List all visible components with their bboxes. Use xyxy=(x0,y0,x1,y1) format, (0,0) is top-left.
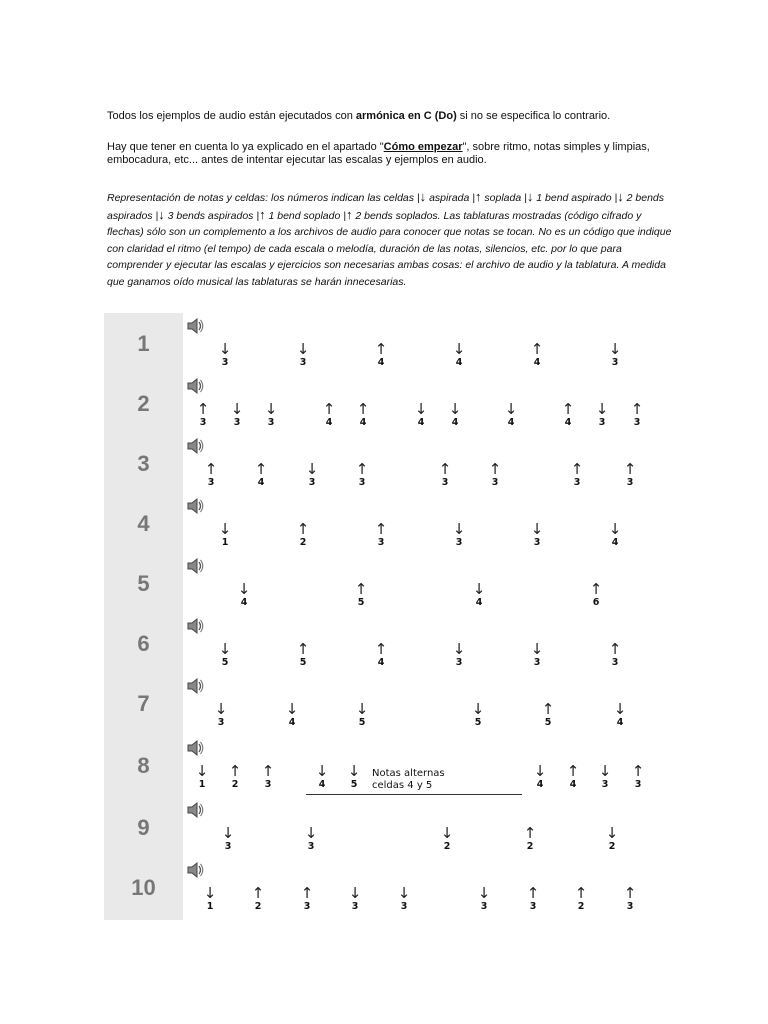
cell-number: 3 xyxy=(598,417,606,428)
draw-arrow-icon: ↓ xyxy=(471,700,485,718)
tab-note xyxy=(293,642,313,668)
blow-arrow-icon: ↑ xyxy=(523,824,537,842)
blow-bend1-arrow-icon: ↑ xyxy=(259,206,266,222)
tab-note xyxy=(200,886,220,912)
cell-number: 3 xyxy=(358,477,366,488)
cell-number: 4 xyxy=(240,597,248,608)
tab-note xyxy=(352,702,372,728)
tab-note xyxy=(468,702,488,728)
bend-arrow-icon: ↓ xyxy=(296,340,310,358)
legend-text: 1 bend aspirado | xyxy=(533,192,618,204)
cell-number: 3 xyxy=(267,417,275,428)
draw-arrow-icon: ↓ xyxy=(218,340,232,358)
blow-arrow-icon: ↑ xyxy=(356,400,370,418)
exercise-number: 5 xyxy=(137,571,150,596)
cell-number: 3 xyxy=(455,657,463,668)
tab-note xyxy=(201,462,221,488)
blow-arrow-icon: ↑ xyxy=(296,640,310,658)
draw-arrow-icon: ↓ xyxy=(347,762,361,780)
audio-speaker-icon[interactable] xyxy=(185,677,205,695)
draw-arrow-icon: ↓ xyxy=(530,520,544,538)
cell-number: 2 xyxy=(608,841,616,852)
exercise-number: 7 xyxy=(137,691,150,716)
draw-arrow-icon: ↓ xyxy=(598,762,612,780)
draw-arrow-icon: ↓ xyxy=(608,520,622,538)
tab-note xyxy=(527,642,547,668)
draw-arrow-icon: ↓ xyxy=(305,460,319,478)
cell-number: 4 xyxy=(616,717,624,728)
intro-text: Todos los ejemplos de audio están ejecutados con xyxy=(107,110,356,122)
draw-arrow-icon: ↓ xyxy=(504,400,518,418)
blow-arrow-icon: ↑ xyxy=(608,640,622,658)
tab-note xyxy=(215,522,235,548)
cell-number: 4 xyxy=(318,779,326,790)
cell-number: 3 xyxy=(634,779,642,790)
tab-note xyxy=(586,582,606,608)
cell-number: 3 xyxy=(480,901,488,912)
cell-number: 4 xyxy=(533,357,541,368)
cell-number: 4 xyxy=(507,417,515,428)
cell-number: 3 xyxy=(207,477,215,488)
audio-speaker-icon[interactable] xyxy=(185,617,205,635)
cell-number: 3 xyxy=(308,477,316,488)
tab-note xyxy=(312,764,332,790)
cell-number: 3 xyxy=(611,357,619,368)
cell-number: 3 xyxy=(377,537,385,548)
cell-number: 2 xyxy=(254,901,262,912)
annotation-line: celdas 4 y 5 xyxy=(372,780,433,791)
blow-arrow-icon: ↑ xyxy=(374,640,388,658)
draw-arrow-icon: ↓ xyxy=(533,762,547,780)
cell-number: 1 xyxy=(221,537,229,548)
cell-number: 5 xyxy=(299,657,307,668)
draw-arrow-icon: ↓ xyxy=(605,824,619,842)
tab-note xyxy=(352,462,372,488)
exercise-number: 4 xyxy=(137,511,150,536)
blow-arrow-icon: ↑ xyxy=(355,460,369,478)
bend-arrow-icon: ↓ xyxy=(452,520,466,538)
blow-arrow-icon: ↑ xyxy=(566,762,580,780)
cell-number: 3 xyxy=(264,779,272,790)
tab-note xyxy=(437,826,457,852)
blow-arrow-icon: ↑ xyxy=(322,400,336,418)
bend3-arrow-icon: ↓ xyxy=(158,206,165,222)
como-empezar-link[interactable]: Cómo empezar xyxy=(383,141,463,153)
exercise-number: 9 xyxy=(137,815,150,840)
cell-number: 4 xyxy=(257,477,265,488)
cell-number: 4 xyxy=(611,537,619,548)
draw-arrow-icon: ↓ xyxy=(419,189,427,204)
cell-number: 4 xyxy=(569,779,577,790)
draw-arrow-icon: ↓ xyxy=(214,700,228,718)
cell-number: 3 xyxy=(455,537,463,548)
tab-note xyxy=(225,764,245,790)
cell-number: 2 xyxy=(443,841,451,852)
tab-note xyxy=(449,342,469,368)
exercise-number: 8 xyxy=(137,753,150,778)
tab-note xyxy=(353,402,373,428)
blow-arrow-icon: ↑ xyxy=(204,460,218,478)
tab-note xyxy=(610,702,630,728)
cell-number: 4 xyxy=(536,779,544,790)
draw-arrow-icon: ↓ xyxy=(285,700,299,718)
legend-text: 3 bends aspirados | xyxy=(164,209,260,222)
blow-arrow-icon: ↑ xyxy=(300,884,314,902)
tab-note xyxy=(445,402,465,428)
cell-number: 4 xyxy=(417,417,425,428)
tab-note xyxy=(530,764,550,790)
draw-arrow-icon: ↓ xyxy=(397,884,411,902)
cell-number: 3 xyxy=(217,717,225,728)
bend2-arrow-icon: ↓ xyxy=(617,189,624,204)
legend-text: 1 bend soplado | xyxy=(265,209,346,222)
tab-note xyxy=(620,462,640,488)
tab-note xyxy=(620,886,640,912)
blow-bend2-arrow-icon: ↑ xyxy=(345,206,353,222)
tab-note xyxy=(192,764,212,790)
blow-arrow-icon: ↑ xyxy=(530,340,544,358)
draw-arrow-icon: ↓ xyxy=(613,700,627,718)
tab-note xyxy=(602,826,622,852)
cell-number: 3 xyxy=(299,357,307,368)
exercise-number: 6 xyxy=(137,631,150,656)
cell-number: 5 xyxy=(357,597,365,608)
cell-number: 2 xyxy=(526,841,534,852)
bend-arrow-icon: ↓ xyxy=(221,824,235,842)
audio-speaker-icon[interactable] xyxy=(185,317,205,335)
tab-note xyxy=(248,886,268,912)
tab-note xyxy=(301,826,321,852)
tab-note xyxy=(293,342,313,368)
blow-arrow-icon: ↑ xyxy=(354,580,368,598)
tab-note xyxy=(449,522,469,548)
tab-note xyxy=(345,886,365,912)
blow-arrow-icon: ↑ xyxy=(296,520,310,538)
tab-note xyxy=(371,342,391,368)
legend-text: 2 bends soplados. Las tablaturas mostradas (código cifrado y flechas) sólo son un complemento a los archivos de audio para conocer que notas se tocan. No es un código que indique con claridad el ritmo (el tempo) de cada escala o melodía, duración de las notas, silencios, etc. por lo que para comprender y ejecutar las escalas y ejercicios son necesarias ambas cosas: el archivo de audio y la tablatura. A medida que ganamos oído musical las tablaturas se harán innecesarias. xyxy=(107,209,672,288)
tab-note xyxy=(435,462,455,488)
tab-note xyxy=(394,886,414,912)
cell-number: 3 xyxy=(626,901,634,912)
bend-arrow-icon: ↓ xyxy=(608,340,622,358)
legend-text: aspirada | xyxy=(426,192,475,204)
bend-arrow-icon: ↓ xyxy=(448,400,462,418)
draw-arrow-icon: ↓ xyxy=(230,400,244,418)
cell-number: 3 xyxy=(529,901,537,912)
blow-arrow-icon: ↑ xyxy=(374,520,388,538)
cell-number: 6 xyxy=(592,597,600,608)
exercise-number: 10 xyxy=(131,875,156,900)
blow-arrow-icon: ↑ xyxy=(623,884,637,902)
blow-arrow-icon: ↑ xyxy=(254,460,268,478)
cell-number: 1 xyxy=(206,901,214,912)
tab-note xyxy=(605,522,625,548)
cell-number: 3 xyxy=(533,657,541,668)
cell-number: 3 xyxy=(601,779,609,790)
tab-note xyxy=(520,826,540,852)
draw-arrow-icon: ↓ xyxy=(472,580,486,598)
cell-number: 2 xyxy=(577,901,585,912)
tab-note xyxy=(302,462,322,488)
draw-arrow-icon: ↓ xyxy=(530,640,544,658)
cell-number: 3 xyxy=(491,477,499,488)
blow-arrow-icon: ↑ xyxy=(631,762,645,780)
tab-note xyxy=(251,462,271,488)
intro-paragraph-1 xyxy=(107,110,667,123)
draw-arrow-icon: ↓ xyxy=(264,400,278,418)
cell-number: 2 xyxy=(299,537,307,548)
cell-number: 3 xyxy=(441,477,449,488)
exercise-number: 2 xyxy=(137,391,150,416)
audio-speaker-icon[interactable] xyxy=(185,377,205,395)
audio-speaker-icon[interactable] xyxy=(185,557,205,575)
annotation-line: Notas alternas xyxy=(372,768,445,779)
cell-number: 3 xyxy=(633,417,641,428)
audio-speaker-icon[interactable] xyxy=(185,437,205,455)
bend-arrow-icon: ↓ xyxy=(452,640,466,658)
draw-arrow-icon: ↓ xyxy=(440,824,454,842)
tab-note xyxy=(215,642,235,668)
blow-arrow-icon: ↑ xyxy=(570,460,584,478)
tab-note xyxy=(527,522,547,548)
audio-speaker-icon[interactable] xyxy=(185,801,205,819)
cell-number: 2 xyxy=(231,779,239,790)
cell-number: 4 xyxy=(455,357,463,368)
cell-number: 3 xyxy=(400,901,408,912)
cell-number: 3 xyxy=(351,901,359,912)
draw-arrow-icon: ↓ xyxy=(203,884,217,902)
intro-text: si no se especifica lo contrario. xyxy=(456,110,611,122)
draw-arrow-icon: ↓ xyxy=(304,824,318,842)
cell-number: 3 xyxy=(221,357,229,368)
cell-number: 5 xyxy=(358,717,366,728)
cell-number: 5 xyxy=(350,779,358,790)
blow-arrow-icon: ↑ xyxy=(541,700,555,718)
tab-note xyxy=(627,402,647,428)
blow-arrow-icon: ↑ xyxy=(196,400,210,418)
tab-note xyxy=(605,642,625,668)
legend-text: soplada | xyxy=(481,192,527,204)
tab-note xyxy=(605,342,625,368)
tab-note xyxy=(628,764,648,790)
tab-note xyxy=(261,402,281,428)
legend-text: Representación de notas y celdas: los números indican las celdas | xyxy=(107,192,420,204)
cell-number: 4 xyxy=(288,717,296,728)
draw-arrow-icon: ↓ xyxy=(452,340,466,358)
tab-note xyxy=(215,342,235,368)
blow-arrow-icon: ↑ xyxy=(251,884,265,902)
bend1-arrow-icon: ↓ xyxy=(526,189,534,204)
harmonica-key: armónica en C (Do) xyxy=(355,110,457,122)
cell-number: 1 xyxy=(198,779,206,790)
cell-number: 5 xyxy=(544,717,552,728)
intro-text: Hay que tener en cuenta lo ya explicado en el apartado " xyxy=(107,141,384,153)
draw-arrow-icon: ↓ xyxy=(218,640,232,658)
tab-note xyxy=(538,702,558,728)
cell-number: 4 xyxy=(359,417,367,428)
tab-note xyxy=(319,402,339,428)
tab-note xyxy=(592,402,612,428)
tab-note xyxy=(469,582,489,608)
tab-note xyxy=(411,402,431,428)
draw-arrow-icon: ↓ xyxy=(315,762,329,780)
cell-number: 4 xyxy=(377,357,385,368)
blow-arrow-icon: ↑ xyxy=(630,400,644,418)
tab-note xyxy=(282,702,302,728)
cell-number: 3 xyxy=(533,537,541,548)
cell-number: 4 xyxy=(451,417,459,428)
intro-text: ", sobre ritmo, notas simples y limpias, embocadura, etc... antes de intentar ejecutar las escalas y ejemplos en audio. xyxy=(107,141,650,166)
annotation-underline xyxy=(306,794,522,795)
cell-number: 4 xyxy=(475,597,483,608)
legend-text: 2 bends aspirados | xyxy=(107,192,665,222)
cell-number: 4 xyxy=(564,417,572,428)
tab-note xyxy=(501,402,521,428)
tab-note xyxy=(371,522,391,548)
blow-arrow-icon: ↑ xyxy=(574,884,588,902)
blow-arrow-icon: ↑ xyxy=(438,460,452,478)
tab-note xyxy=(563,764,583,790)
tab-note xyxy=(227,402,247,428)
tab-note xyxy=(193,402,213,428)
audio-speaker-icon[interactable] xyxy=(185,497,205,515)
tab-note xyxy=(567,462,587,488)
cell-number: 3 xyxy=(224,841,232,852)
cell-number: 3 xyxy=(611,657,619,668)
draw-arrow-icon: ↓ xyxy=(355,700,369,718)
bend-arrow-icon: ↓ xyxy=(477,884,491,902)
audio-speaker-icon[interactable] xyxy=(185,861,205,879)
blow-arrow-icon: ↑ xyxy=(526,884,540,902)
tab-note xyxy=(293,522,313,548)
draw-arrow-icon: ↓ xyxy=(237,580,251,598)
tab-note xyxy=(595,764,615,790)
tab-note xyxy=(485,462,505,488)
blow-arrow-icon: ↑ xyxy=(488,460,502,478)
tab-note xyxy=(344,764,364,790)
tab-note xyxy=(351,582,371,608)
cell-number: 4 xyxy=(325,417,333,428)
blow-arrow-icon: ↑ xyxy=(475,189,482,204)
blow-arrow-icon: ↑ xyxy=(261,762,275,780)
bend-arrow-icon: ↓ xyxy=(348,884,362,902)
tab-note xyxy=(571,886,591,912)
tab-note xyxy=(527,342,547,368)
exercise-number: 3 xyxy=(137,451,150,476)
cell-number: 3 xyxy=(307,841,315,852)
tab-note xyxy=(211,702,231,728)
tab-note xyxy=(297,886,317,912)
draw-arrow-icon: ↓ xyxy=(218,520,232,538)
tab-note xyxy=(449,642,469,668)
exercise-number: 1 xyxy=(137,331,150,356)
cell-number: 4 xyxy=(377,657,385,668)
tab-note xyxy=(218,826,238,852)
tab-note xyxy=(234,582,254,608)
cell-number: 3 xyxy=(573,477,581,488)
cell-number: 5 xyxy=(474,717,482,728)
blow-arrow-icon: ↑ xyxy=(374,340,388,358)
blow-arrow-icon: ↑ xyxy=(561,400,575,418)
draw-arrow-icon: ↓ xyxy=(595,400,609,418)
legend-paragraph xyxy=(107,189,672,290)
tab-note xyxy=(258,764,278,790)
draw-arrow-icon: ↓ xyxy=(195,762,209,780)
blow-arrow-icon: ↑ xyxy=(589,580,603,598)
cell-number: 3 xyxy=(626,477,634,488)
cell-number: 3 xyxy=(233,417,241,428)
tab-note xyxy=(474,886,494,912)
cell-number: 3 xyxy=(303,901,311,912)
bend-arrow-icon: ↓ xyxy=(414,400,428,418)
blow-arrow-icon: ↑ xyxy=(228,762,242,780)
tab-note xyxy=(523,886,543,912)
tab-note xyxy=(371,642,391,668)
cell-number: 3 xyxy=(199,417,207,428)
cell-number: 5 xyxy=(221,657,229,668)
intro-paragraph-2 xyxy=(107,141,667,167)
blow-arrow-icon: ↑ xyxy=(623,460,637,478)
tab-note xyxy=(558,402,578,428)
alternate-notes-annotation xyxy=(372,768,445,792)
audio-speaker-icon[interactable] xyxy=(185,739,205,757)
